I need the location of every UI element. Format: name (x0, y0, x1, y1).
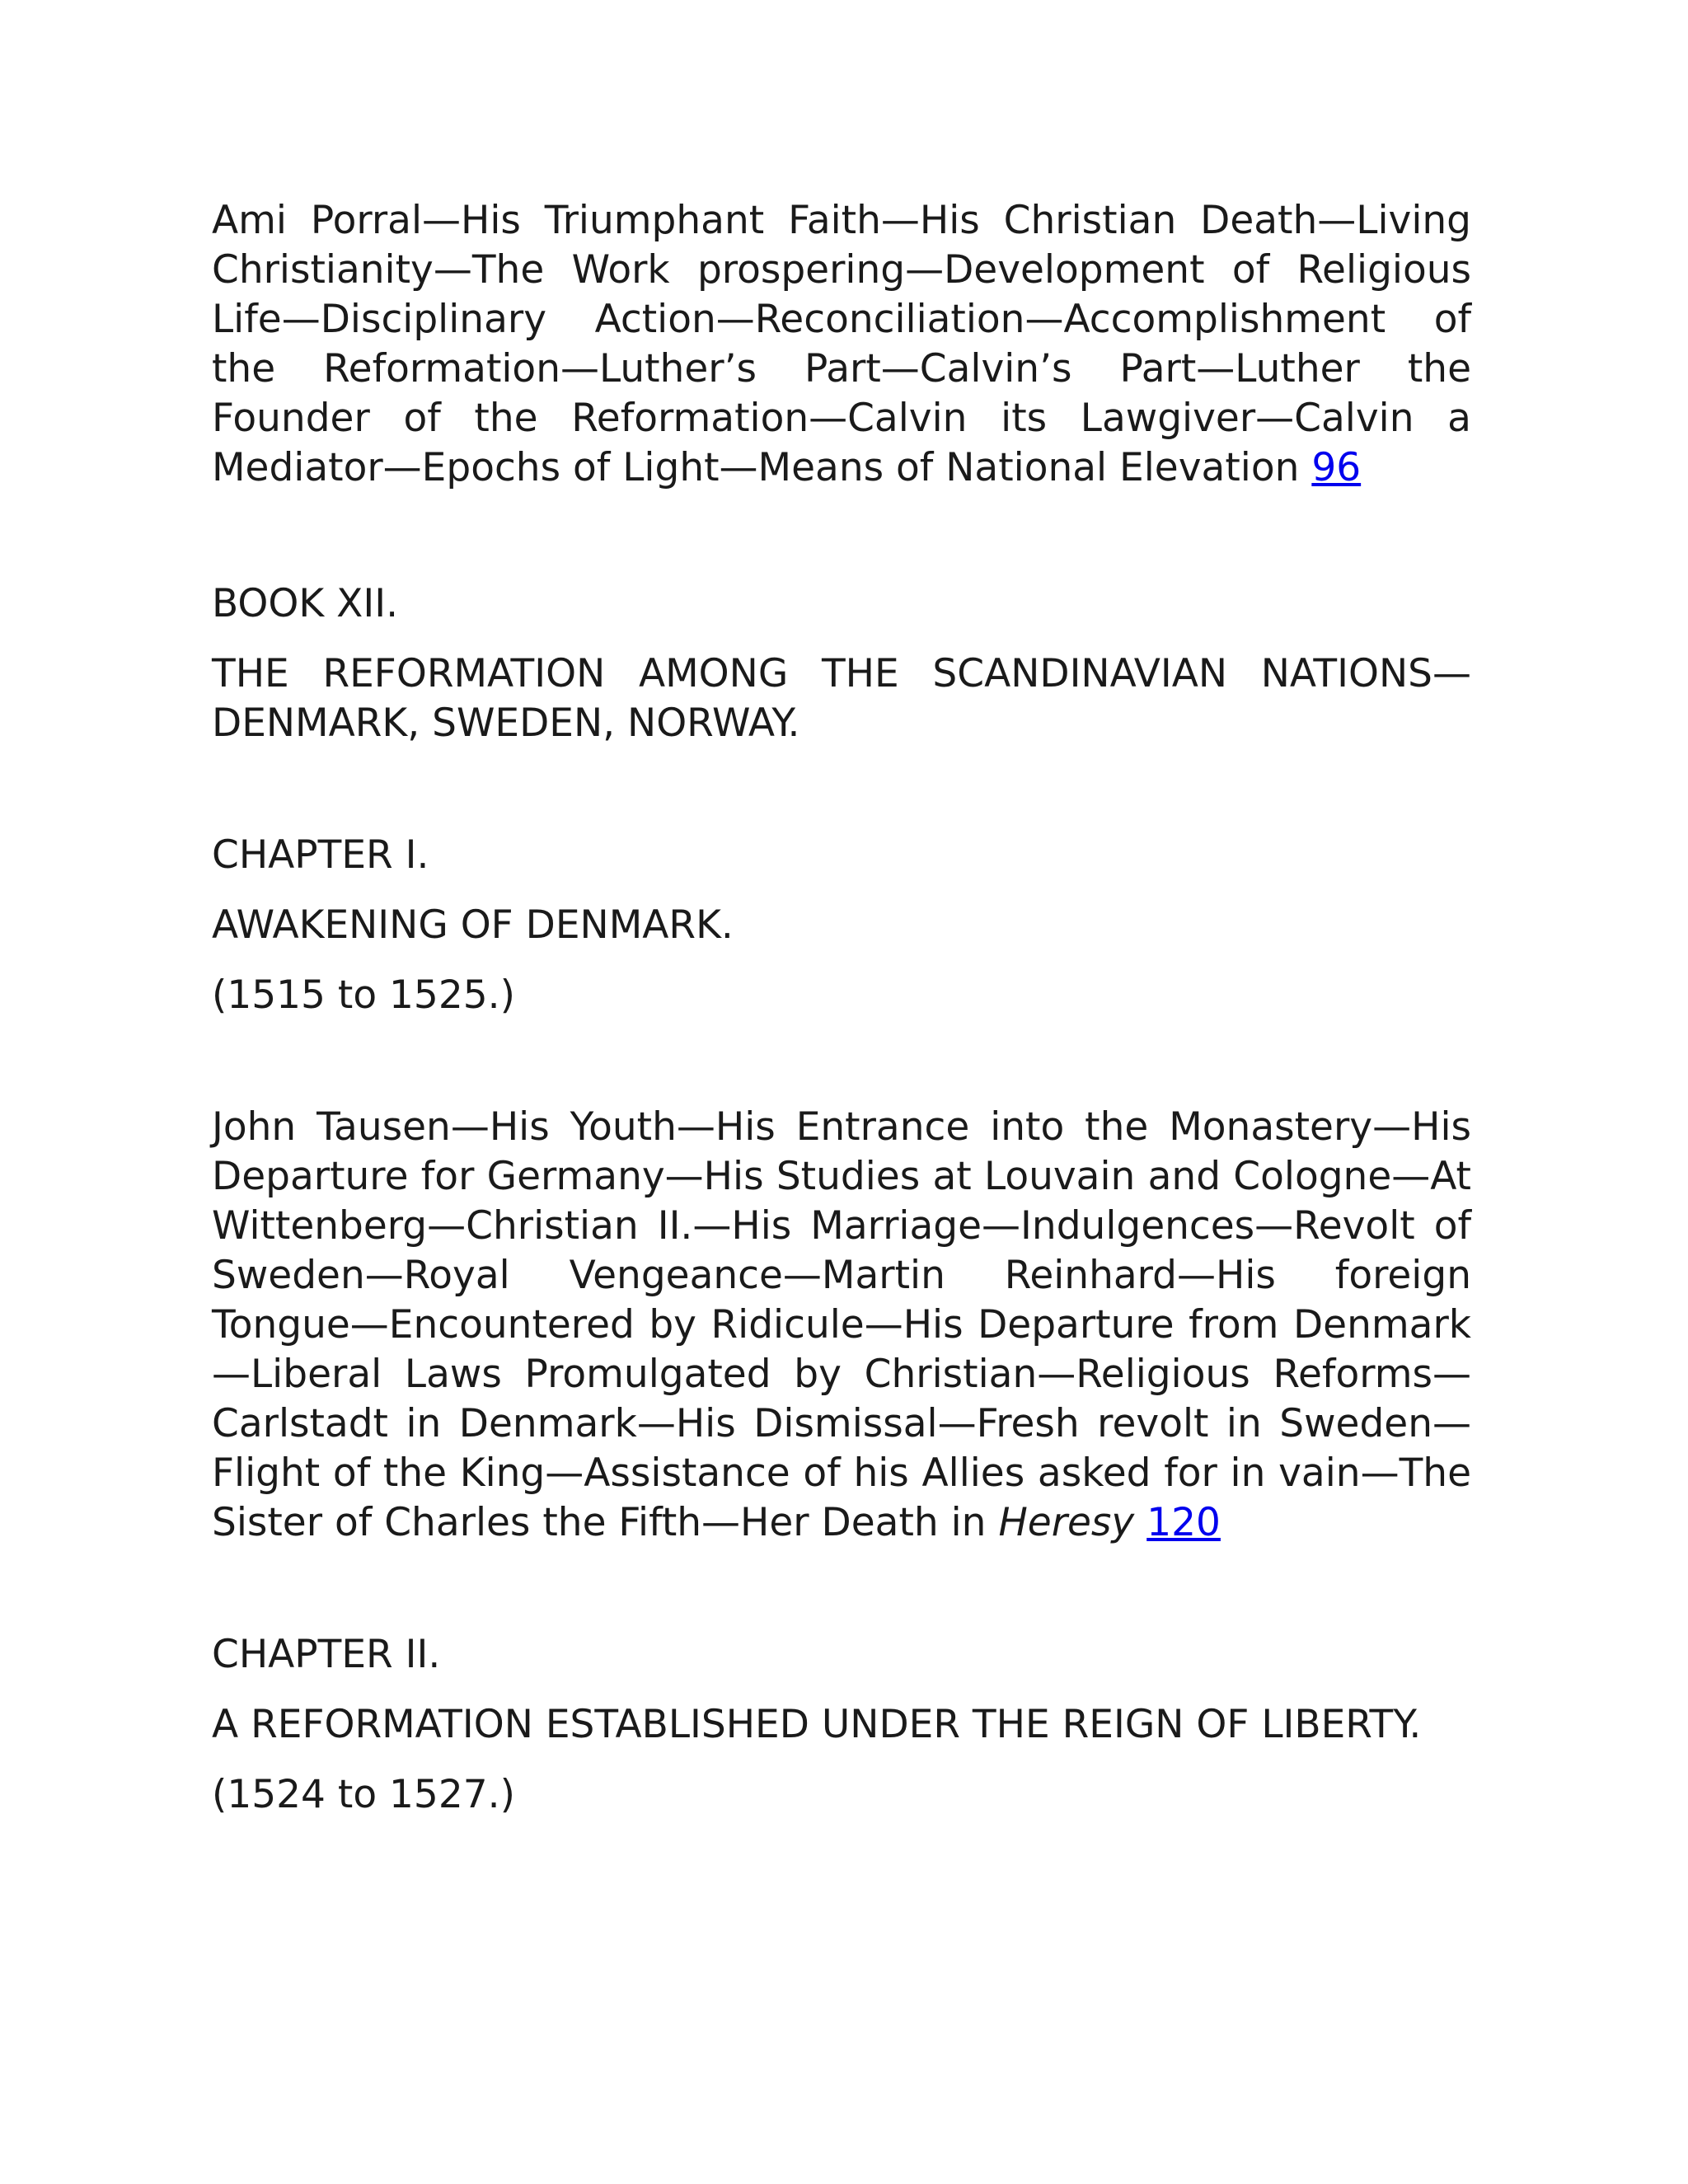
chapter-title: A REFORMATION ESTABLISHED UNDER THE REIGN OF LIBERTY. (212, 1702, 1422, 1747)
page-link[interactable]: 96 (1311, 445, 1362, 490)
chapter-title: AWAKENING OF DENMARK. (212, 902, 734, 948)
chapter-summary (212, 1103, 1471, 1548)
book-label: BOOK XII. (212, 581, 399, 626)
summary-italic-word: Heresy (998, 1500, 1135, 1545)
chapter-dates: (1524 to 1527.) (212, 1772, 515, 1817)
summary-text: Ami Porral—His Triumphant Faith—His Christian Death—Living Christianity—The Work prospering—Development of Religious Life—Disciplinary Action—Reconciliation—Accomplishment of the Reformation—Luther’s Part—Calvin’s Part—Luther the Founder of the Reformation—Calvin its Lawgiver—Calvin a Mediator—Epochs of Light—Means of National Elevation (212, 198, 1471, 490)
page-link[interactable]: 120 (1146, 1500, 1221, 1545)
summary-text: John Tausen—His Youth—His Entrance into the Monastery—His Departure for Germany—His Studies at Louvain and Cologne—At Wittenberg—Christian II.—His Marriage—Indulgences—Revolt of Sweden—Royal Vengeance—Martin Reinhard—His foreign Tongue—Encountered by Ridicule—His Departure from Denmark—Liberal Laws Promulgated by Christian—Religious Reforms—Carlstadt in Denmark—His Dismissal—Fresh revolt in Sweden—Flight of the King—Assistance of his Allies asked for in vain—The Sister of Charles the Fifth—Her Death in (212, 1104, 1471, 1545)
chapter-summary (212, 196, 1471, 493)
chapter-label: CHAPTER I. (212, 832, 429, 878)
book-title: THE REFORMATION AMONG THE SCANDINAVIAN NATIONS—DENMARK, SWEDEN, NORWAY. (212, 651, 1471, 746)
chapter-dates: (1515 to 1525.) (212, 972, 515, 1018)
chapter-label: CHAPTER II. (212, 1632, 441, 1677)
document-page (212, 196, 1471, 1820)
